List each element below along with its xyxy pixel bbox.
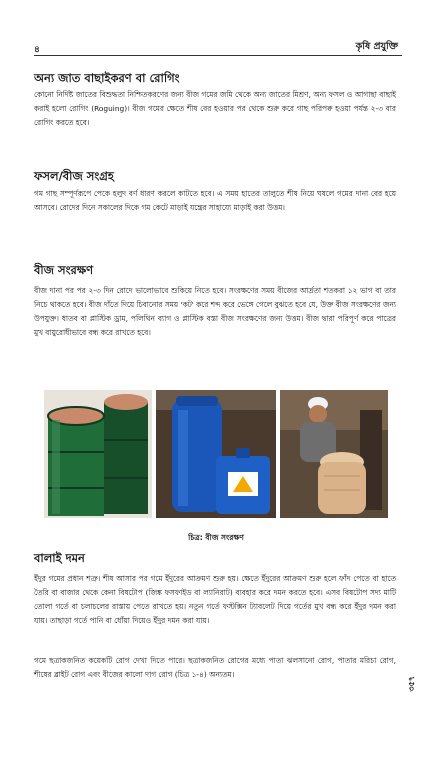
paragraph-roguing: কোনো নির্দিষ্ট জাতের বিশুদ্ধতা নিশ্চিতকরণের জন্য বীজ গমের জমি থেকে অন্য জাতের মিশ্রণ, অন্য ফসল ও আগাছা বাছাই করাই হলো রোগিং (Roguing)। বীজ গমের ক্ষেতে শীষ বের হওয়ার পর থেকে শুরু করে গাছ পরিপক্ব হওয়া পর্যন্ত ২-৩ বার রোগিং করতে হবে। xyxy=(34,90,396,127)
side-page-number: ৩৫৭ xyxy=(407,676,416,692)
running-title: কৃষি প্রযুক্তি xyxy=(355,41,398,52)
page-number: ৪ xyxy=(34,45,40,55)
paragraph-harvest: গম গাছ সম্পূর্ণরূপে পেকে হলুদ বর্ণ ধারণ করলে কাটতে হবে। এ সময় হাতের তালুতে শীষ নিয়ে ঘষলে গমের দানা বের হয়ে আসবে। রোদের দিনে সকালের দিকে গম কেটে মাড়াই যন্ত্রের সাহায্যে মাড়াই করা উত্তম। xyxy=(34,189,396,212)
heading-roguing: অন্য জাত বাছাইকরণ বা রোগিং xyxy=(34,71,180,85)
paragraph-storage: বীজ দানা পর পর ২-৩ দিন রোদে ভালোভাবে শুকিয়ে নিতে হবে। সংরক্ষণের সময় বীজের আর্দ্রতা শতকরা ১২ ভাগ বা তার নিচে থাকতে হবে। বীজ দাঁতে দিয়ে চিবানোর সময় 'কট' করে শব্দ করে ভেঙ্গে গেলে বুঝতে হবে যে, উক্ত বীজ সংরক্ষণের জন্য উপযুক্ত। ধাতব বা প্লাস্টিক ড্রাম, পলিথিন ব্যাগ ও প্লাস্টিক বস্তা বীজ সংরক্ষণের জন্য উত্তম। বীজ দ্বারা পরিপূর্ণ করে পাত্রের মুখ বায়ুরোধীভাবে বন্ধ করে রাখতে হবে। xyxy=(34,286,396,337)
figure-caption: চিত্র: বীজ সংরক্ষণ xyxy=(188,533,244,542)
heading-storage: বীজ সংরক্ষণ xyxy=(34,263,94,277)
paragraph-pest: ইঁদুর গমের প্রধান শত্রু। শীষ আসার পর গমে ইঁদুরের আক্রমণ শুরু হয়। ক্ষেতে ইঁদুরের আক্রমণ শুরু হলে ফাঁদ পেতে বা হাতে তৈরি বা বাজার থেকে কেনা বিষটোপ (জিঙ্ক ফসফাইড বা ল্যানিরাট) ব্যবহার করে দমন করতে হবে। এসব বিষটোপ সদ্য মাটি তোলা গর্তে বা চলাচলের রাস্তায় পেতে রাখতে হয়। নতুন গর্তে ফস্টক্সিন ট্যাবলেট দিয়ে গর্তের মুখ বন্ধ করে ইঁদুর দমন করা যায়। তাছাড়া গর্তে পানি বা ধোঁয়া দিয়েও ইঁদুর দমন করা যায়। xyxy=(34,574,396,625)
paragraph-diseases: গমে ছত্রাকজনিত কয়েকটি রোগ দেখা দিতে পারে। ছত্রাকজনিত রোগের মধ্যে পাতা ঝলসানো রোগ, পাতার মরিচা রোগ, শীষের ব্লাইট রোগ এবং বীজের কালো দাগ রোগ (চিত্র ১-৪) অন্যতম। xyxy=(34,656,396,679)
header-rule xyxy=(34,55,402,56)
heading-harvest: ফসল/বীজ সংগ্রহ xyxy=(34,169,114,183)
metal-drums-photo xyxy=(44,390,152,518)
heading-pest: বালাই দমন xyxy=(34,551,85,565)
sack-filling-photo xyxy=(280,390,388,518)
plastic-drums-photo xyxy=(156,390,276,518)
